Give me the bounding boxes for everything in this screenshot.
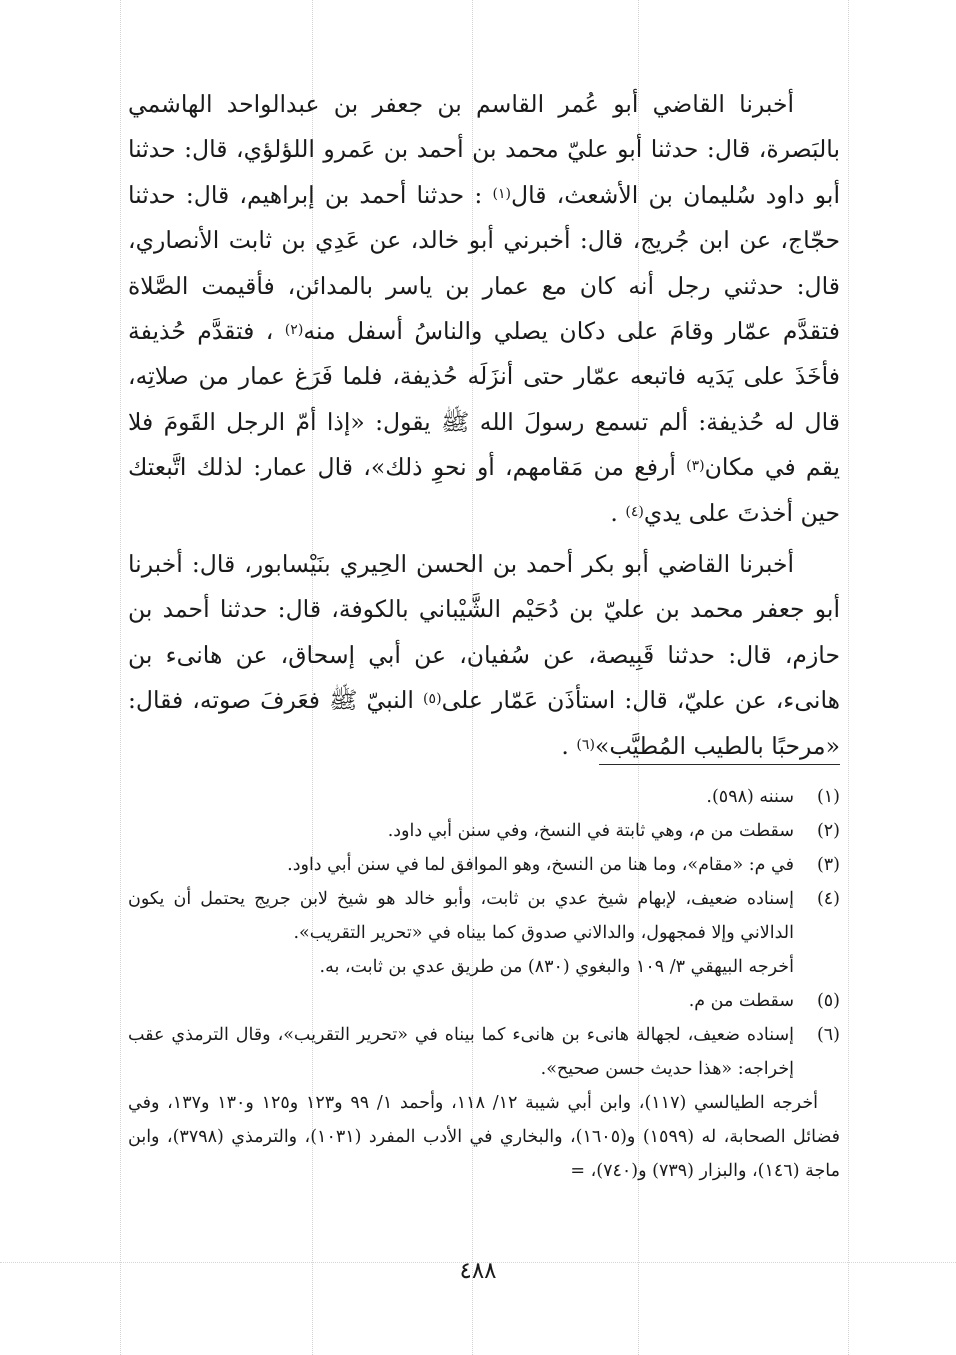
footnote bbox=[128, 984, 840, 1018]
footnote-number: (٤) bbox=[816, 889, 840, 909]
footnote-text: سقطت من م. bbox=[688, 991, 794, 1011]
footnotes bbox=[128, 780, 840, 1188]
scan-guide-line bbox=[848, 0, 849, 1355]
page-number: ٤٨٨ bbox=[459, 1258, 497, 1284]
footnote-text: سقطت من م، وهي ثابتة في النسخ، وفي سنن أبي داود. bbox=[387, 821, 794, 841]
text-run: أخبرنا القاضي أبو عُمر القاسم بن جعفر بن عبدالواحد الهاشمي بالبَصرة، قال: حدثنا أبو عليّ محمد بن أحمد بن عَمرو اللؤلؤي، قال: حدثنا أبو داود سُليمان بن الأشعث، قال bbox=[128, 90, 840, 209]
footnote-text: إسناده ضعيف، لإبهام شيخ عدي بن ثابت، وأبو خالد هو شيخ لابن جريج يحتمل أن يكون الدالاني وإلا فمجهول، والدالاني صدوق كما بيناه في «تحرير التقريب». bbox=[128, 889, 794, 943]
footnote-text: سننه (٥٩٨). bbox=[706, 787, 794, 807]
text-run: أخبرنا القاضي أبو بكر أحمد بن الحسن الحِيري بنَيْسابور، قال: أخبرنا أبو جعفر محمد بن عليّ بن دُحَيْم الشَّيْباني بالكوفة، قال: حدثنا أحمد بن حازم، قال: حدثنا قَبِيصة، عن سُفيان، عن أبي إسحاق، عن هانىء بن هانىء، عن عليّ، قال: استأذَن عَمّار على bbox=[128, 550, 841, 715]
footnote-ref: (٤) bbox=[625, 503, 644, 520]
footnote-number: (٣) bbox=[816, 855, 840, 875]
paragraph bbox=[128, 82, 840, 536]
footnote-text: في م: «مقام»، وما هنا من النسخ، وهو الموافق لما في سنن أبي داود. bbox=[287, 855, 794, 875]
footnote bbox=[128, 814, 840, 848]
text-run: : حدثنا أحمد بن إبراهيم، قال: حدثنا حجّاج، عن ابن جُريج، قال: أخبرني أبو خالد، عن عَدِي بن ثابت الأنصاري، قال: حدثني رجل أنه كان مع عمار بن ياسر بالمدائن، فأقيمت الصَّلاة فتقدَّم عمّار وقامَ على دكان يصلي والناسُ أسفل منه bbox=[128, 180, 841, 346]
footnote-ref: (٢) bbox=[284, 322, 304, 339]
main-text bbox=[128, 82, 840, 769]
footnote-number: (٢) bbox=[816, 821, 840, 841]
footnote-ref: (٦) bbox=[576, 736, 595, 753]
text-run: . bbox=[610, 498, 626, 527]
footnote-ref: (٥) bbox=[422, 691, 442, 708]
footnote bbox=[128, 848, 840, 882]
footnote bbox=[128, 780, 840, 814]
footnote-continuation: أخرجه الطيالسي (١١٧)، وابن أبي شيبة ١٢/ ١١٨، وأحمد ١/ ٩٩ و١٢٣ و١٢٥ و١٣٠ و١٣٧، وفي فضائل الصحابة، له (١٥٩٩) و(١٦٠٥)، والبخاري في الأدب المفرد (١٠٣١)، والترمذي (٣٧٩٨)، وابن ماجة (١٤٦)، والبزار (٧٣٩) و(٧٤٠)، = bbox=[128, 1093, 840, 1181]
footnote bbox=[128, 1018, 840, 1086]
footnote-number: (٦) bbox=[816, 1025, 840, 1045]
footnote-separator bbox=[599, 764, 840, 765]
footnote-number: (١) bbox=[816, 787, 840, 807]
footnote-text: إسناده ضعيف، لجهالة هانىء بن هانىء كما بيناه في «تحرير التقريب»، وقال الترمذي عقب إخراجه: «هذا حديث حسن صحيح». bbox=[128, 1025, 794, 1079]
text-run: أرفع من مَقامهم، أو نحوِ ذلك»، قال عمار: لذلك اتَّبعتك حين أخذتَ على يدي bbox=[128, 453, 840, 527]
text-run: ، فتقدَّم حُذيفة فأخَذَ على يَدَيه فاتبعه عمّار حتى أنزَلَه حُذيفة، فلما فَرَغ عمار من صلاتِه، قال له حُذيفة: ألم تسمع رسولَ الله ﷺ يقول: «إذا أمّ الرجل القَومَ فلا يقم في مكان bbox=[128, 317, 840, 482]
paragraph bbox=[128, 542, 840, 769]
footnote-continuation: أخرجه البيهقي ٣/ ١٠٩ والبغوي (٨٣٠) من طريق عدي بن ثابت، به. bbox=[319, 957, 794, 977]
footnote-ref: (٣) bbox=[686, 458, 705, 475]
footnote bbox=[128, 882, 840, 950]
text-run: . bbox=[561, 731, 577, 760]
scan-guide-line bbox=[120, 0, 121, 1355]
footnote-ref: (١) bbox=[492, 185, 512, 202]
text-run: النبيّ ﷺ فعَرفَ صوته، فقال: «مرحبًا بالطيب المُطيَّب» bbox=[128, 686, 840, 760]
footnote-number: (٥) bbox=[816, 991, 840, 1011]
